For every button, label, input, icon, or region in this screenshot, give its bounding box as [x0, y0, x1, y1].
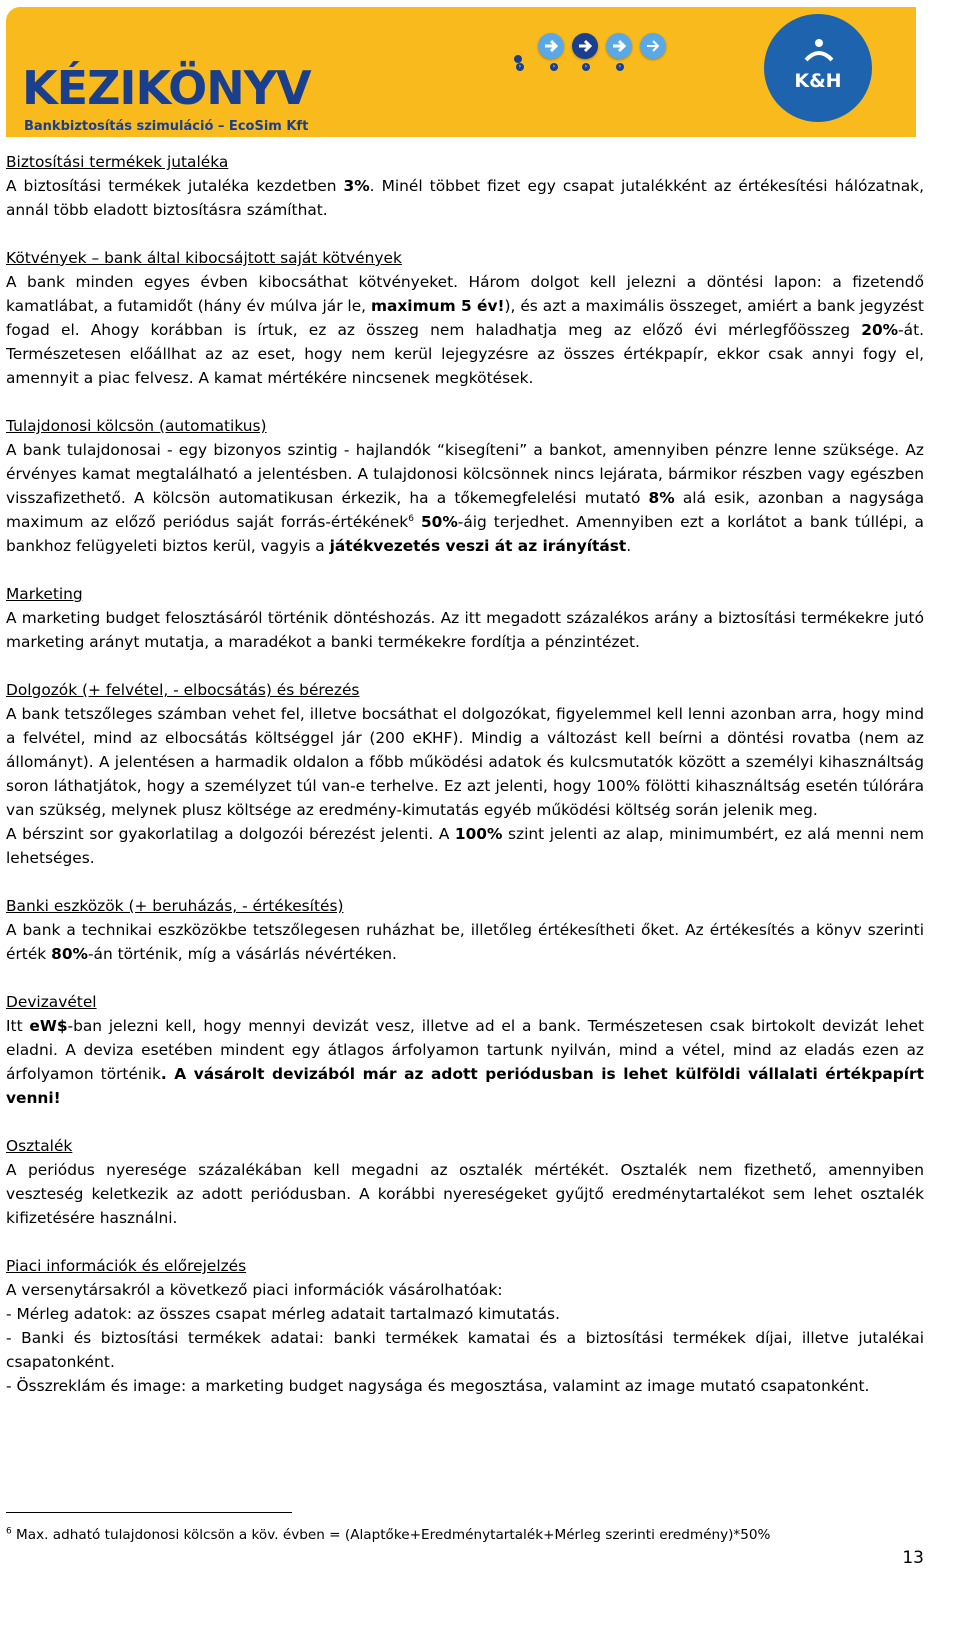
- paragraph: [6, 174, 924, 222]
- text-run: A bank tetszőleges számban vehet fel, illetve bocsáthat el dolgozókat, figyelemmel kell lenni azonban arra, hogy mind a felvétel, mind az elbocsátás költséggel jár (200 eKHF). Mindig a változást kell beírni a döntési rovatba (nem az állományt). A jelentésen a harmadik oldalon a főbb működési adatok és kulcsmutatók között a személyi kihasználtság soron láthatjátok, hogy a személyzet túl van-e terhelve. Ez azt jelenti, hogy 100% fölötti kihasználtság esetén túlórára van szükség, melynek plusz költsége az eredmény-kimutatás egyéb működési költség során jelenik meg.: [6, 705, 924, 819]
- text-run: A bérszint sor gyakorlatilag a dolgozói bérezést jelenti. A: [6, 825, 455, 843]
- paragraph: [6, 1278, 924, 1302]
- paragraph: [6, 918, 924, 966]
- footnote-divider: [6, 1512, 292, 1513]
- bold-text: 20%: [861, 321, 899, 339]
- section: [6, 414, 924, 558]
- section: [6, 678, 924, 870]
- text-run: A biztosítási termékek jutaléka kezdetben: [6, 177, 344, 195]
- footnote-text: Max. adható tulajdonosi kölcsön a köv. évben = (Alaptőke+Eredménytartalék+Mérleg szerinti eredmény)*50%: [11, 1527, 771, 1543]
- section-heading: Banki eszközök (+ beruházás, - értékesítés): [6, 897, 344, 915]
- footnote-marker: 6: [6, 1526, 12, 1537]
- text-run: -át. Természetesen előállhat az az eset, hogy nem kerül lejegyzésre az összes értékpapír, ekkor csak annyi fogy el, amennyit a piac felvesz. A kamat mértékére nincsenek megkötések.: [6, 321, 924, 387]
- text-run: [414, 513, 421, 531]
- bold-text: 3%: [343, 177, 370, 195]
- paragraph: [6, 1302, 924, 1326]
- text-run: A bank minden egyes évben kibocsáthat kötvényeket. Három dolgot kell jelezni a döntési lapon: a fizetendő kamatlábat, a futamidőt (hány év múlva jár le,: [6, 273, 924, 315]
- text-run: A bank tulajdonosai - egy bizonyos szintig - hajlandók “kisegíteni” a bankot, amennyiben pénzre lenne szüksége. Az érvényes kamat megtalálható a jelentésben. A tulajdonosi kölcsönnek nincs lejárata, bármikor részben vagy egészben visszafizethető. A kölcsön automatikusan érkezik, ha a tőkemegfelelési mutató: [6, 441, 924, 507]
- paragraph: [6, 702, 924, 822]
- paragraph: [6, 270, 924, 390]
- paragraph: [6, 822, 924, 870]
- text-run: szint jelenti az alap, minimumbért, ez alá menni nem lehetséges.: [6, 825, 924, 867]
- bold-text: 80%: [51, 945, 88, 963]
- arrow-right-icon: [538, 33, 564, 59]
- text-run: -án történik, míg a vásárlás névértéken.: [87, 945, 397, 963]
- page-number: 13: [902, 1548, 924, 1568]
- section-heading: Marketing: [6, 585, 83, 603]
- document-body: [6, 150, 924, 1422]
- paragraph: [6, 1158, 924, 1230]
- logo-text: K&H: [794, 70, 842, 92]
- paragraph: [6, 1326, 924, 1374]
- section: [6, 246, 924, 390]
- bold-text: maximum 5 év!: [370, 297, 505, 315]
- text-run: . Minél többet fizet egy csapat jutalékként az értékesítési hálózatnak, annál több eladott biztosításra számíthat.: [6, 177, 924, 219]
- kh-logo: [764, 14, 872, 122]
- section-heading: Biztosítási termékek jutaléka: [6, 153, 229, 171]
- nav-circle-3[interactable]: [606, 33, 632, 59]
- section: [6, 1134, 924, 1230]
- nav-dot-icon: [514, 55, 522, 63]
- bold-text: . A vásárolt devizából már az adott periódusban is lehet külföldi vállalati értékpapírt venni!: [6, 1065, 924, 1107]
- nav-circle-2[interactable]: [572, 33, 598, 59]
- nav-circle-1[interactable]: [538, 33, 564, 59]
- bold-text: 50%: [420, 513, 458, 531]
- section-heading: Tulajdonosi kölcsön (automatikus): [6, 417, 267, 435]
- bold-text: 8%: [648, 489, 675, 507]
- header-banner: [6, 7, 916, 137]
- arrow-right-icon: [572, 33, 598, 59]
- manual-subtitle: Bankbiztosítás szimuláció – EcoSim Kft: [24, 119, 309, 134]
- section: [6, 990, 924, 1110]
- paragraph: [6, 1014, 924, 1110]
- text-run: .: [626, 537, 632, 555]
- text-run: -ban jelezni kell, hogy mennyi devizát vesz, illetve ad el a bank. Természetesen csak birtokolt devizát lehet eladni. A deviza esetében mindent egy átlagos árfolyamon tartunk nyilván, mind a vétel, mind az eladás ezen az árfolyamon történik: [6, 1017, 924, 1083]
- text-run: - Banki és biztosítási termékek adatai: banki termékek kamatai és a biztosítási termékek díjai, illetve jutalékai csapatonként.: [6, 1329, 924, 1371]
- section-heading: Osztalék: [6, 1137, 73, 1155]
- text-run: Itt: [6, 1017, 30, 1035]
- text-run: - Összreklám és image: a marketing budget nagysága és megosztása, valamint az image mutató csapatonként.: [6, 1377, 870, 1395]
- section: [6, 894, 924, 966]
- text-run: A bank a technikai eszközökbe tetszőlegesen ruházhat be, illetőleg értékesítheti őket. Az értékesítés a könyv szerinti érték: [6, 921, 924, 963]
- arrow-right-icon: [640, 33, 666, 59]
- paragraph: [6, 1374, 924, 1398]
- bold-text: játékvezetés veszi át az irányítást: [329, 537, 627, 555]
- nav-dot-icon: ›: [582, 63, 590, 71]
- navigation-arrows: [518, 33, 694, 93]
- text-run: A versenytársakról a következő piaci információk vásárolhatóak:: [6, 1281, 503, 1299]
- text-run: ), és azt a maximális összeget, amiért a bank jegyzést fogad el. Ahogy korábban is írtuk, ez az összeg nem haladhatja meg az előző évi mérlegfőösszeg: [6, 297, 924, 339]
- paragraph: [6, 438, 924, 558]
- nav-circle-4[interactable]: [640, 33, 666, 59]
- text-run: -áig terjedhet. Amennyiben ezt a korlátot a bank túllépi, a bankhoz felügyeleti biztos kerül, vagyis a: [6, 513, 924, 555]
- footnote-ref: 6: [408, 513, 414, 524]
- nav-dot-icon: ›: [516, 63, 524, 71]
- section-heading: Piaci információk és előrejelzés: [6, 1257, 247, 1275]
- text-run: A marketing budget felosztásáról történik döntéshozás. Az itt megadott százalékos arány a biztosítási termékekre jutó marketing arányt mutatja, a maradékot a banki termékekre fordítja a pénzintézet.: [6, 609, 924, 651]
- manual-title: KÉZIKÖNYV: [22, 61, 311, 115]
- text-run: alá esik, azonban a nagysága maximum az előző periódus saját forrás-értékének: [6, 489, 925, 531]
- section-heading: Dolgozók (+ felvétel, - elbocsátás) és bérezés: [6, 681, 360, 699]
- arrow-right-icon: [606, 33, 632, 59]
- nav-dot-icon: ›: [550, 63, 558, 71]
- section-heading: Devizavétel: [6, 993, 97, 1011]
- text-run: A periódus nyeresége százalékában kell megadni az osztalék mértékét. Osztalék nem fizethető, amennyiben veszteség keletkezik az adott periódusban. A korábbi nyereségeket gyűjtő eredménytartalékot sem lehet osztalék kifizetésére használni.: [6, 1161, 924, 1227]
- bold-text: 100%: [454, 825, 503, 843]
- kh-logo-mark-icon: [804, 38, 834, 64]
- footnote: [6, 1526, 926, 1544]
- nav-dot-icon: ›: [616, 63, 624, 71]
- section: [6, 1254, 924, 1398]
- paragraph: [6, 606, 924, 654]
- section: [6, 150, 924, 222]
- section: [6, 582, 924, 654]
- section-heading: Kötvények – bank által kibocsájtott saját kötvények: [6, 249, 402, 267]
- bold-text: eW$: [29, 1017, 68, 1035]
- text-run: - Mérleg adatok: az összes csapat mérleg adatait tartalmazó kimutatás.: [6, 1305, 560, 1323]
